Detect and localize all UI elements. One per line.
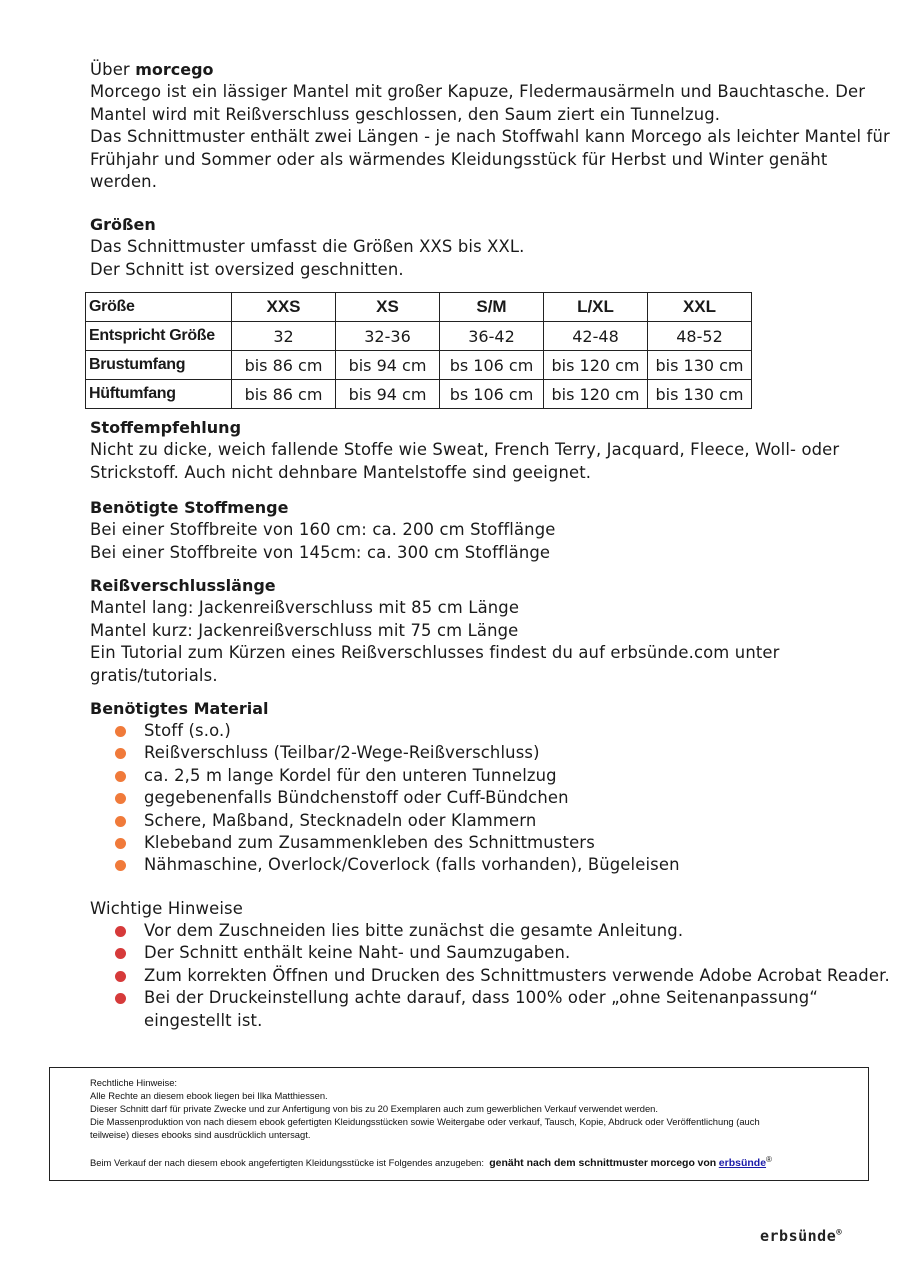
list-item-text: Bei der Druckeinstellung achte darauf, dass 100% oder „ohne Seitenanpassung“ — [144, 988, 818, 1008]
bullet-dot-icon — [115, 926, 126, 937]
fabric-line: Nicht zu dicke, weich fallende Stoffe wie Sweat, French Terry, Jacquard, Fleece, Woll- oder — [90, 440, 840, 460]
credit-von: von — [697, 1157, 717, 1170]
list-item-text: Vor dem Zuschneiden lies bitte zunächst die gesamte Anleitung. — [144, 921, 684, 940]
fabric-heading: Stoffempfehlung — [90, 418, 242, 437]
table-cell: bis 120 cm — [544, 351, 648, 380]
notes-list — [113, 920, 890, 1032]
list-item — [113, 854, 883, 876]
table-header-cell: S/M — [440, 293, 544, 322]
list-item-text: Reißverschluss (Teilbar/2-Wege-Reißverschluss) — [144, 743, 540, 763]
list-item — [113, 987, 883, 1032]
material-heading: Benötigtes Material — [90, 699, 269, 718]
sizes-section — [90, 214, 880, 281]
erbsuende-logo — [760, 1227, 842, 1245]
list-item — [113, 810, 883, 832]
sizes-line: Das Schnittmuster umfasst die Größen XXS bis XXL. — [90, 237, 525, 257]
zipper-line: Ein Tutorial zum Kürzen eines Reißverschlusses findest du auf erbsünde.com unter — [90, 643, 780, 663]
list-item — [113, 720, 883, 742]
amount-line: Bei einer Stoffbreite von 145cm: ca. 300 cm Stofflänge — [90, 542, 551, 562]
list-item-text: Zum korrekten Öffnen und Drucken des Schnittmusters verwende Adobe Acrobat Reader. — [144, 965, 890, 985]
legal-credit — [90, 1153, 865, 1170]
list-item — [113, 920, 883, 942]
legal-notice-content — [90, 1076, 865, 1170]
list-item-text: Schere, Maßband, Stecknadeln oder Klammern — [144, 810, 537, 830]
size-table — [85, 292, 752, 409]
legal-heading: Rechtliche Hinweise: — [90, 1077, 178, 1088]
bullet-dot-icon — [115, 793, 126, 804]
table-cell: 36-42 — [440, 322, 544, 351]
list-item — [113, 965, 890, 987]
logo-text: erbsünde — [760, 1227, 837, 1245]
material-section — [90, 698, 880, 720]
table-cell: 48-52 — [648, 322, 752, 351]
sizes-line: Der Schnitt ist oversized geschnitten. — [90, 259, 404, 279]
intro-title — [90, 59, 880, 81]
notes-heading: Wichtige Hinweise — [90, 899, 243, 918]
bullet-dot-icon — [115, 816, 126, 827]
list-item-text: gegebenenfalls Bündchenstoff oder Cuff-Bündchen — [144, 788, 569, 808]
bullet-dot-icon — [115, 860, 126, 871]
intro-title-name: morcego — [135, 60, 214, 79]
intro-line: werden. — [90, 172, 158, 192]
table-cell: bis 94 cm — [336, 351, 440, 380]
list-item-text: Klebeband zum Zusammenkleben des Schnittmusters — [144, 833, 595, 853]
list-item — [113, 765, 883, 787]
bullet-dot-icon — [115, 993, 126, 1004]
table-cell: bs 106 cm — [440, 351, 544, 380]
list-item — [113, 787, 883, 809]
table-cell: bis 86 cm — [232, 351, 336, 380]
legal-notice-box — [49, 1067, 869, 1181]
list-item-text: Stoff (s.o.) — [144, 721, 231, 740]
table-row-label: Entspricht Größe — [86, 322, 232, 351]
logo-registered-mark: ® — [836, 1228, 843, 1238]
list-item-text: Nähmaschine, Overlock/Coverlock (falls vorhanden), Bügeleisen — [144, 855, 680, 875]
list-item-text: ca. 2,5 m lange Kordel für den unteren Tunnelzug — [144, 765, 557, 785]
table-cell: bis 120 cm — [544, 380, 648, 409]
table-row — [86, 351, 752, 380]
table-cell: bis 130 cm — [648, 351, 752, 380]
bullet-dot-icon — [115, 838, 126, 849]
fabric-line: Strickstoff. Auch nicht dehnbare Mantelstoffe sind geeignet. — [90, 462, 592, 482]
list-item-continuation: eingestellt ist. — [144, 1010, 263, 1030]
table-header-cell: L/XL — [544, 293, 648, 322]
legal-line: Dieser Schnitt darf für private Zwecke und zur Anfertigung von bis zu 20 Exemplaren auch zum gewerblichen Verkauf verwendet werden. — [90, 1103, 659, 1114]
table-cell: bs 106 cm — [440, 380, 544, 409]
table-header-cell: XXL — [648, 293, 752, 322]
credit-bold: genäht nach dem schnittmuster — [489, 1157, 648, 1170]
registered-mark: ® — [766, 1155, 772, 1164]
legal-line: teilweise) dieses ebooks sind ausdrücklich untersagt. — [90, 1129, 311, 1140]
table-header-cell: XS — [336, 293, 440, 322]
intro-title-prefix: Über — [90, 60, 130, 79]
intro-line: Mantel wird mit Reißverschluss geschlossen, den Saum ziert ein Tunnelzug. — [90, 104, 721, 124]
zipper-line: gratis/tutorials. — [90, 665, 218, 685]
legal-line: Die Massenproduktion von nach diesem ebook gefertigten Kleidungsstücken sowie Weitergabe oder verkauf, Tausch, Kopie, Abdruck oder Veröffentlichung (auch — [90, 1116, 760, 1127]
table-header-cell: XXS — [232, 293, 336, 322]
bullet-dot-icon — [115, 726, 126, 737]
intro-section — [90, 59, 890, 193]
intro-line: Frühjahr und Sommer oder als wärmendes Kleidungsstück für Herbst und Winter genäht — [90, 149, 828, 169]
zipper-section — [90, 575, 880, 687]
table-cell: bis 94 cm — [336, 380, 440, 409]
bullet-dot-icon — [115, 948, 126, 959]
table-cell: bis 130 cm — [648, 380, 752, 409]
fabric-section — [90, 417, 880, 484]
zipper-line: Mantel kurz: Jackenreißverschluss mit 75 cm Länge — [90, 620, 519, 640]
legal-spacer — [90, 1141, 865, 1153]
legal-line: Alle Rechte an diesem ebook liegen bei Ilka Matthiessen. — [90, 1090, 328, 1101]
erbsuende-link[interactable]: erbsünde — [718, 1157, 767, 1170]
zipper-line: Mantel lang: Jackenreißverschluss mit 85 cm Länge — [90, 598, 520, 618]
bullet-dot-icon — [115, 771, 126, 782]
table-header-cell: Größe — [86, 293, 232, 322]
amount-line: Bei einer Stoffbreite von 160 cm: ca. 200 cm Stofflänge — [90, 520, 556, 540]
notes-section — [90, 898, 880, 920]
zipper-heading: Reißverschlusslänge — [90, 576, 276, 595]
intro-line: Das Schnittmuster enthält zwei Längen - je nach Stoffwahl kann Morcego als leichter Mantel für — [90, 127, 890, 147]
table-row-label: Brustumfang — [86, 351, 232, 380]
table-cell: 42-48 — [544, 322, 648, 351]
amount-heading: Benötigte Stoffmenge — [90, 498, 289, 517]
table-row — [86, 322, 752, 351]
list-item — [113, 832, 883, 854]
credit-name: morcego — [650, 1157, 695, 1170]
list-item-text: Der Schnitt enthält keine Naht- und Saumzugaben. — [144, 943, 571, 963]
table-row-label: Hüftumfang — [86, 380, 232, 409]
bullet-dot-icon — [115, 971, 126, 982]
table-cell: bis 86 cm — [232, 380, 336, 409]
table-cell: 32-36 — [336, 322, 440, 351]
size-table-header — [86, 293, 752, 322]
material-list — [113, 720, 883, 877]
credit-prefix: Beim Verkauf der nach diesem ebook angefertigten Kleidungsstücke ist Folgendes anzugeben: — [90, 1157, 485, 1169]
bullet-dot-icon — [115, 748, 126, 759]
table-cell: 32 — [232, 322, 336, 351]
list-item — [113, 742, 883, 764]
sizes-heading: Größen — [90, 215, 156, 234]
list-item — [113, 942, 883, 964]
amount-section — [90, 497, 880, 564]
table-row — [86, 380, 752, 409]
intro-line: Morcego ist ein lässiger Mantel mit großer Kapuze, Fledermausärmeln und Bauchtasche. Der — [90, 82, 866, 102]
